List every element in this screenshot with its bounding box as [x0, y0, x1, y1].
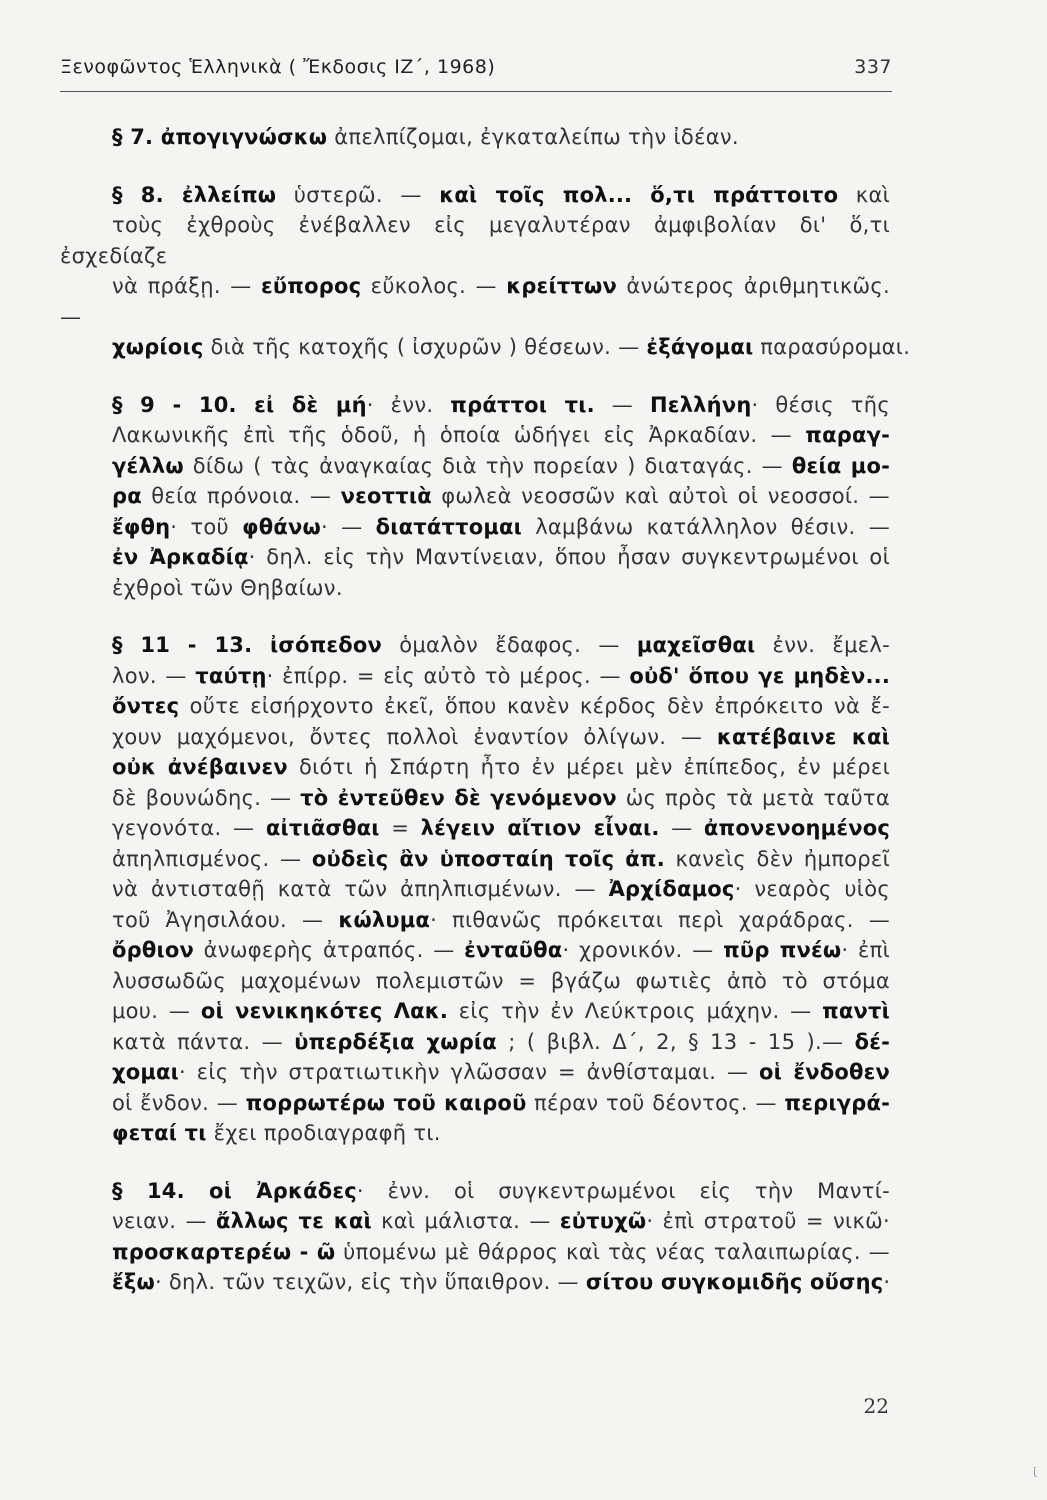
text-line — [60, 905, 890, 936]
gloss-text: διότι ἡ Σπάρτη ἦτο ἐν μέρει μὲν ἐπίπεδος, ἐν μέρει — [287, 755, 890, 779]
running-header — [60, 56, 892, 86]
text-line — [60, 874, 890, 905]
lemma-term: αἰτιᾶσθαι — [265, 816, 380, 840]
text-line — [60, 451, 890, 482]
lemma-term: ἐλλείπω — [181, 182, 277, 207]
lemma-term: εἰ δὲ μή — [254, 392, 367, 417]
lemma-term: θεία μο- — [791, 453, 891, 478]
gloss-text: νὰ ἀντισταθῇ κατὰ τῶν ἀπηλπισμένων. — — [112, 877, 609, 901]
gloss-text: · ἐπὶ — [841, 938, 891, 962]
text-line — [60, 630, 890, 661]
text-line — [60, 1027, 890, 1058]
lemma-term: οἱ ἔνδοθεν — [759, 1060, 890, 1084]
gloss-text: ; ( βιβλ. Δ΄, 2, § 13 - 15 ).— — [496, 1029, 855, 1054]
gloss-text: · — — [321, 514, 376, 539]
lemma-term: δέ- — [854, 1029, 890, 1054]
lemma-term: κρείττων — [506, 274, 617, 298]
gloss-text: · ἐνν. — [366, 392, 451, 417]
gloss-text: ὡς πρὸς τὰ μετὰ ταῦτα — [616, 785, 890, 810]
gloss-text: καὶ μάλιστα. — — [371, 1209, 560, 1233]
gloss-text: φωλεὰ νεοσσῶν καὶ αὐτοὶ οἱ νεοσσοί. — — [431, 484, 890, 508]
text-line — [60, 722, 890, 753]
gloss-text: · θέσις τῆς — [751, 392, 890, 417]
gloss-text: οἱ ἔνδον. — — [112, 1090, 246, 1115]
text-line — [60, 481, 890, 512]
commentary-paragraph — [60, 630, 890, 1149]
lemma-term: πορρωτέρω τοῦ καιροῦ — [245, 1090, 527, 1115]
lemma-term: σίτου συγκομιδῆς οὔσης — [585, 1270, 884, 1294]
lemma-term: εὐτυχῶ — [559, 1209, 647, 1233]
lemma-term: παραγ- — [805, 423, 890, 447]
gloss-text: · τοῦ — [170, 514, 243, 539]
lemma-term: κατέβαινε καὶ — [716, 724, 890, 749]
commentary-paragraph — [60, 180, 911, 363]
gloss-text: ἐνν. ἔμελ- — [755, 633, 890, 657]
text-line — [60, 996, 890, 1027]
text-line — [60, 542, 890, 573]
lemma-term: χομαι — [112, 1060, 180, 1084]
text-line — [60, 420, 890, 451]
text-line — [60, 271, 890, 332]
gloss-text: οὔτε εἰσήρχοντο ἐκεῖ, ὅπου κανὲν κέρδος δὲν ἐπρόκειτο νὰ ἔ- — [179, 694, 890, 718]
text-line — [60, 966, 890, 997]
text-line — [60, 1206, 890, 1237]
commentary-paragraph — [60, 390, 890, 604]
lemma-term: ἐν Ἀρκαδίᾳ — [112, 545, 249, 569]
signature-mark: 22 — [863, 1394, 889, 1418]
lemma-term: πῦρ πνέω — [723, 938, 842, 962]
lemma-term: ἐνταῦθα — [464, 938, 563, 962]
text-line — [60, 844, 890, 875]
text-line — [60, 390, 890, 421]
text-line — [60, 1176, 890, 1207]
gloss-text: λαμβάνω κατάλληλον θέσιν. — — [522, 514, 890, 539]
lemma-term: περιγρά- — [784, 1090, 890, 1115]
lemma-term: ἄλλως τε καὶ — [216, 1209, 372, 1233]
gloss-text: λυσσωδῶς μαχομένων πολεμιστῶν = βγάζω φωτιὲς ἀπὸ τὸ στόμα — [112, 968, 890, 993]
gloss-text: χουν μαχόμενοι, ὄντες πολλοὶ ἐναντίον ὀλίγων. — — [112, 724, 717, 749]
lemma-term: ἐξάγομαι — [646, 335, 754, 359]
gloss-text: ἀνωφερὴς ἀτραπός. — — [194, 938, 465, 962]
gloss-text: εὔκολος. — — [361, 274, 507, 298]
text-line — [60, 1237, 890, 1268]
text-line — [60, 1057, 890, 1088]
lemma-term: τὸ ἐντεῦθεν δὲ γενόμενον — [300, 785, 617, 810]
gloss-text: ὁμαλὸν ἔδαφος. — — [382, 633, 637, 657]
header-rule — [60, 91, 892, 92]
header-page-number: 337 — [854, 56, 892, 78]
gloss-text: · — [883, 1270, 891, 1294]
gloss-text: ἔχει προδιαγραφῆ τι. — [206, 1121, 441, 1145]
gloss-text: διὰ τῆς κατοχῆς ( ἰσχυρῶν ) θέσεων. — — [203, 335, 647, 359]
gloss-text: δίδω ( τὰς ἀναγκαίας διὰ τὴν πορείαν ) διαταγάς. — — [183, 453, 792, 478]
gloss-text: δὲ βουνώδης. — — [112, 785, 301, 810]
gloss-text: κανεὶς δὲν ἠμπορεῖ — [664, 846, 890, 871]
gloss-text: παρασύρομαι. — [753, 335, 911, 359]
gloss-text: ἐχθροὶ τῶν Θηβαίων. — [112, 575, 343, 600]
text-line — [60, 1118, 890, 1149]
lemma-term: § 8. — [112, 182, 182, 207]
lemma-term: νεοττιὰ — [340, 484, 432, 508]
gloss-text: · δηλ. τῶν τειχῶν, εἰς τὴν ὕπαιθρον. — — [154, 1270, 586, 1294]
lemma-term: καὶ τοῖς πολ... ὅ,τι πράττοιτο — [439, 182, 839, 207]
text-line — [60, 783, 890, 814]
lemma-term: ἀπογιγνώσκω — [160, 125, 328, 149]
lemma-term: προσκαρτερέω - ῶ — [112, 1239, 336, 1264]
text-line — [60, 813, 890, 844]
gloss-text: γεγονότα. — — [112, 816, 266, 840]
gloss-text: ἀνώτερος ἀριθμητικῶς. — — [60, 274, 890, 329]
lemma-term: ἰσόπεδον — [270, 633, 383, 657]
text-line — [60, 1267, 890, 1298]
gloss-text: κατὰ πάντα. — — [112, 1029, 295, 1054]
gloss-text: νειαν. — — [112, 1209, 216, 1233]
lemma-term: φεταί τι — [112, 1121, 207, 1145]
gloss-text: πέραν τοῦ δέοντος. — — [526, 1090, 785, 1115]
text-line — [60, 210, 890, 271]
lemma-term: § 14. — [112, 1178, 210, 1203]
gloss-text: εἰς τὴν ἐν Λεύκτροις μάχην. — — [448, 999, 823, 1023]
text-line — [60, 122, 890, 153]
lemma-term: χωρίοις — [112, 335, 204, 359]
text-line — [60, 512, 890, 543]
gloss-text: — — [594, 392, 651, 417]
text-line — [60, 180, 890, 211]
gloss-text: Λακωνικῆς ἐπὶ τῆς ὁδοῦ, ἡ ὁποία ὡδήγει εἰς Ἀρκαδίαν. — — [112, 423, 806, 447]
lemma-term: οὐκ ἀνέβαινεν — [112, 755, 288, 779]
lemma-term: μαχεῖσθαι — [636, 633, 756, 657]
gloss-text: ἀπελπίζομαι, ἐγκαταλείπω τὴν ἰδέαν. — [327, 125, 739, 149]
corner-mark: ἰ — [1032, 1466, 1037, 1480]
lemma-term: ὑπερδέξια χωρία — [294, 1029, 497, 1054]
gloss-text: · νεαρὸς υἱὸς — [734, 877, 890, 901]
gloss-text: · εἰς τὴν στρατιωτικὴν γλῶσσαν = ἀνθίσταμαι. — — [179, 1060, 760, 1084]
lemma-term: Πελλήνη — [650, 392, 752, 417]
gloss-text: · πιθανῶς πρόκειται περὶ χαράδρας. — — [430, 907, 890, 932]
lemma-term: εὔπορος — [261, 274, 362, 298]
lemma-term: φθάνω — [242, 514, 322, 539]
commentary-paragraph — [60, 122, 890, 153]
lemma-term: ἔφθη — [112, 514, 171, 539]
lemma-term: πράττοι τι. — [450, 392, 595, 417]
lemma-term: οὐδεὶς ἂν ὑποσταίη τοῖς ἀπ. — [311, 846, 665, 871]
lemma-term: κώλυμα — [338, 907, 431, 932]
lemma-term: οἱ νενικηκότες Λακ. — [200, 999, 449, 1023]
header-title: Ξενοφῶντος Ἑλληνικὰ ( Ἔκδοσις ΙΖ΄, 1968) — [60, 56, 496, 78]
gloss-text: ὑστερῶ. — — [276, 182, 440, 207]
lemma-term: § 11 - 13. — [112, 633, 270, 657]
gloss-text: νὰ πράξῃ. — — [112, 274, 262, 298]
text-line — [60, 661, 890, 692]
gloss-text: · χρονικόν. — — [562, 938, 724, 962]
lemma-term: γέλλω — [112, 453, 184, 478]
gloss-text: καὶ — [838, 182, 891, 207]
text-line — [60, 691, 890, 722]
gloss-text: — — [659, 816, 704, 840]
lemma-term: ὄντες — [112, 694, 180, 718]
lemma-term: ἔξω — [112, 1270, 155, 1294]
lemma-term: Ἀρχίδαμος — [608, 877, 735, 901]
text-line — [60, 752, 890, 783]
gloss-text: μου. — — [112, 999, 201, 1023]
lemma-term: § 9 - 10. — [112, 392, 255, 417]
gloss-text: λον. — — [112, 663, 196, 688]
lemma-term: § 7. — [112, 125, 161, 149]
gloss-text: = — [379, 816, 421, 840]
gloss-text: · ἐπίρρ. = εἰς αὐτὸ τὸ μέρος. — — [266, 663, 630, 688]
lemma-term: ταύτῃ — [195, 663, 267, 688]
commentary-body — [60, 122, 911, 1325]
gloss-text: · ἐπὶ στρατοῦ = νικῶ· — [646, 1209, 890, 1233]
lemma-term: ρα — [112, 484, 142, 508]
gloss-text: τοὺς ἐχθροὺς ἐνέβαλλεν εἰς μεγαλυτέραν ἀμφιβολίαν δι' ὅ,τι ἐσχεδίαζε — [60, 213, 890, 268]
text-line — [60, 1088, 890, 1119]
lemma-term: ὄρθιον — [112, 938, 195, 962]
lemma-term: οἱ Ἀρκάδες — [209, 1178, 357, 1203]
gloss-text: θεία πρόνοια. — — [141, 484, 341, 508]
gloss-text: ἀπηλπισμένος. — — [112, 846, 312, 871]
gloss-text: · ἐνν. οἱ συγκεντρωμένοι εἰς τὴν Μαντί- — [356, 1178, 891, 1203]
lemma-term: παντὶ — [822, 999, 890, 1023]
commentary-paragraph — [60, 1176, 890, 1298]
lemma-term: οὐδ' ὅπου γε μηδὲν... — [629, 663, 890, 688]
lemma-term: ἀπονενοημένος — [703, 816, 890, 840]
text-line — [60, 573, 890, 604]
lemma-term: διατάττομαι — [375, 514, 523, 539]
text-line — [60, 332, 911, 363]
gloss-text: ὑπομένω μὲ θάρρος καὶ τὰς νέας ταλαιπωρίας. — — [335, 1239, 890, 1264]
text-line — [60, 935, 890, 966]
gloss-text: · δηλ. εἰς τὴν Μαντίνειαν, ὅπου ἦσαν συγκεντρωμένοι οἱ — [248, 545, 890, 569]
lemma-term: λέγειν αἴτιον εἶναι. — [420, 816, 660, 840]
gloss-text: τοῦ Ἀγησιλάου. — — [112, 907, 339, 932]
